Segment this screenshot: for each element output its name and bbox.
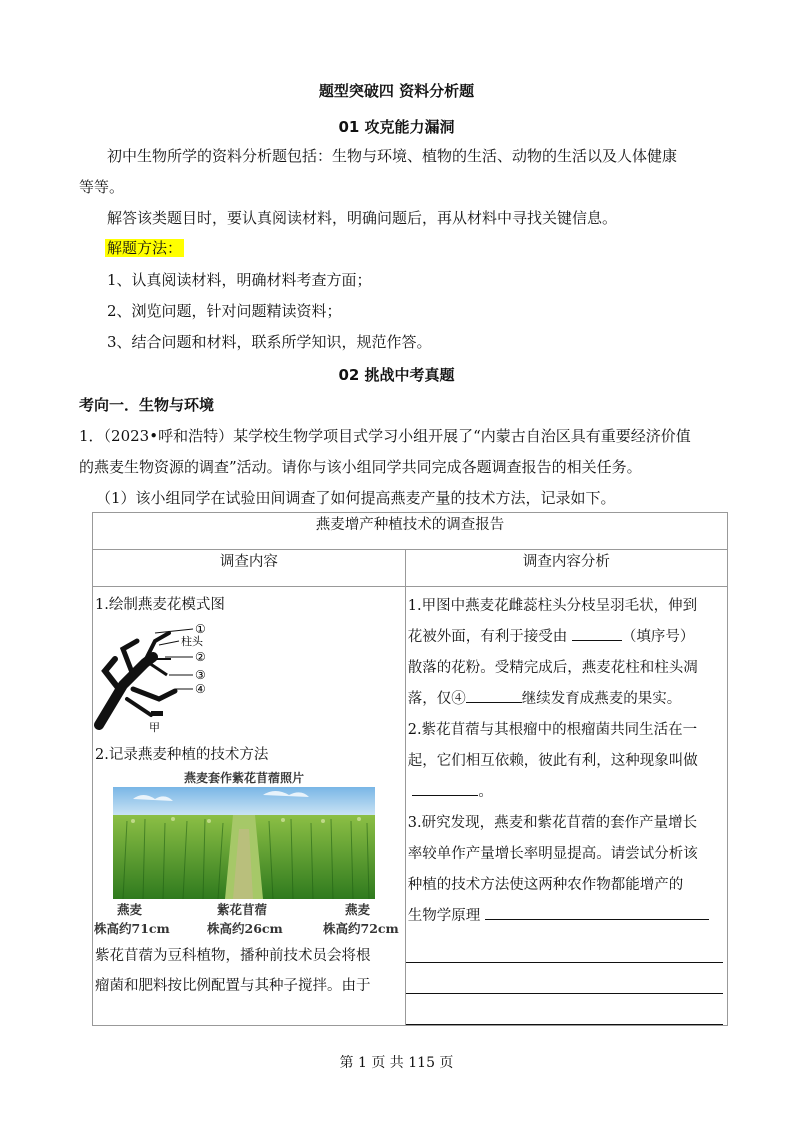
flower-label-jia: 甲 <box>149 721 160 734</box>
intro-paragraph-1-cont: 等等。 <box>79 178 125 196</box>
topic-heading: 考向一．生物与环境 <box>79 396 215 414</box>
alfalfa-description: 紫花苜蓿为豆科植物，播种前技术员会将根 瘤菌和肥料按比例配置与其种子搅拌。由于 <box>95 948 371 994</box>
answer-blank-2[interactable] <box>466 684 522 703</box>
survey-content-cell <box>93 587 406 1026</box>
page-title: 题型突破四 资料分析题 <box>318 82 475 100</box>
oat-flower-diagram <box>93 619 223 735</box>
page-footer: 第 1 页 共 115 页 <box>339 1055 454 1071</box>
flower-label-4: ④ <box>195 682 206 696</box>
answer-line-3[interactable] <box>406 994 723 1025</box>
method-step-3: 3、结合问题和材料，联系所学知识，规范作答。 <box>107 333 432 351</box>
method-step-2: 2、浏览问题，针对问题精读资料； <box>107 302 342 320</box>
photo-label-oat-left: 燕麦 <box>117 902 143 917</box>
flower-label-2: ② <box>195 650 206 664</box>
answer-blank-4[interactable] <box>485 901 709 920</box>
photo-height-middle: 株高约26cm <box>207 921 283 936</box>
intro-paragraph-1: 初中生物所学的资料分析题包括：生物与环境、植物的生活、动物的生活以及人体健康 <box>107 147 678 165</box>
photo-labels <box>93 899 405 939</box>
method-label: 解题方法： <box>107 239 183 257</box>
flower-label-1: ① <box>195 622 206 636</box>
photo-label-alfalfa: 紫花苜蓿 <box>217 902 268 917</box>
question-line-2: 的燕麦生物资源的调查”活动。请你与该小组同学共同完成各题调查报告的相关任务。 <box>79 458 642 476</box>
flower-label-3: ③ <box>195 668 206 682</box>
report-table <box>92 512 728 1026</box>
answer-line-2[interactable] <box>406 963 723 994</box>
section-heading-2: 02 挑战中考真题 <box>338 366 455 384</box>
answer-blank-1[interactable] <box>572 622 622 641</box>
photo-label-oat-right: 燕麦 <box>345 902 371 917</box>
item-2-label: 2.记录燕麦种植的技术方法 <box>95 747 269 763</box>
answer-line-1[interactable] <box>406 932 723 963</box>
table-title: 燕麦增产种植技术的调查报告 <box>93 513 728 550</box>
oat-alfalfa-photo <box>113 769 375 899</box>
table-header-content: 调查内容 <box>93 550 406 587</box>
table-header-analysis: 调查内容分析 <box>405 550 727 587</box>
survey-analysis-cell <box>405 587 727 1026</box>
section-heading-1: 01 攻克能力漏洞 <box>338 118 455 136</box>
intro-paragraph-2: 解答该类题目时，要认真阅读材料，明确问题后，再从材料中寻找关键信息。 <box>107 209 618 227</box>
photo-caption: 燕麦套作紫花苜蓿照片 <box>183 771 305 785</box>
flower-label-stigma: 柱头 <box>181 635 203 648</box>
photo-height-right: 株高约72cm <box>323 921 399 936</box>
answer-blank-3[interactable] <box>412 777 478 796</box>
sub-question-1: （1）该小组同学在试验田间调查了如何提高燕麦产量的技术方法，记录如下。 <box>96 489 616 507</box>
question-line-1: 1．（2023•呼和浩特）某学校生物学项目式学习小组开展了“内蒙古自治区具有重要经济价值 <box>79 427 691 445</box>
photo-height-left: 株高约71cm <box>94 921 170 936</box>
analysis-text: 1.甲图中燕麦花雌蕊柱头分枝呈羽毛状，伸到 花被外面，有利于接受由 （填序号） 散落的花粉。受精完成后，燕麦花柱和柱头凋 落，仅④ 继续发育成燕麦的果实。 2.紫花苜蓿与其根瘤中的根瘤菌共同生活在一 起，它们相互依赖，彼此有利，这种现象叫做 。 3.研究发现，燕麦和紫花苜蓿的套作产量增长 率较单作产量增长率明显提高。请尝试分析该 种植的技术方法使这两种农作物都能增产的 生物学原理 <box>406 587 727 932</box>
item-1-label: 1.绘制燕麦花模式图 <box>95 597 225 613</box>
method-step-1: 1、认真阅读材料，明确材料考查方面； <box>107 271 372 289</box>
